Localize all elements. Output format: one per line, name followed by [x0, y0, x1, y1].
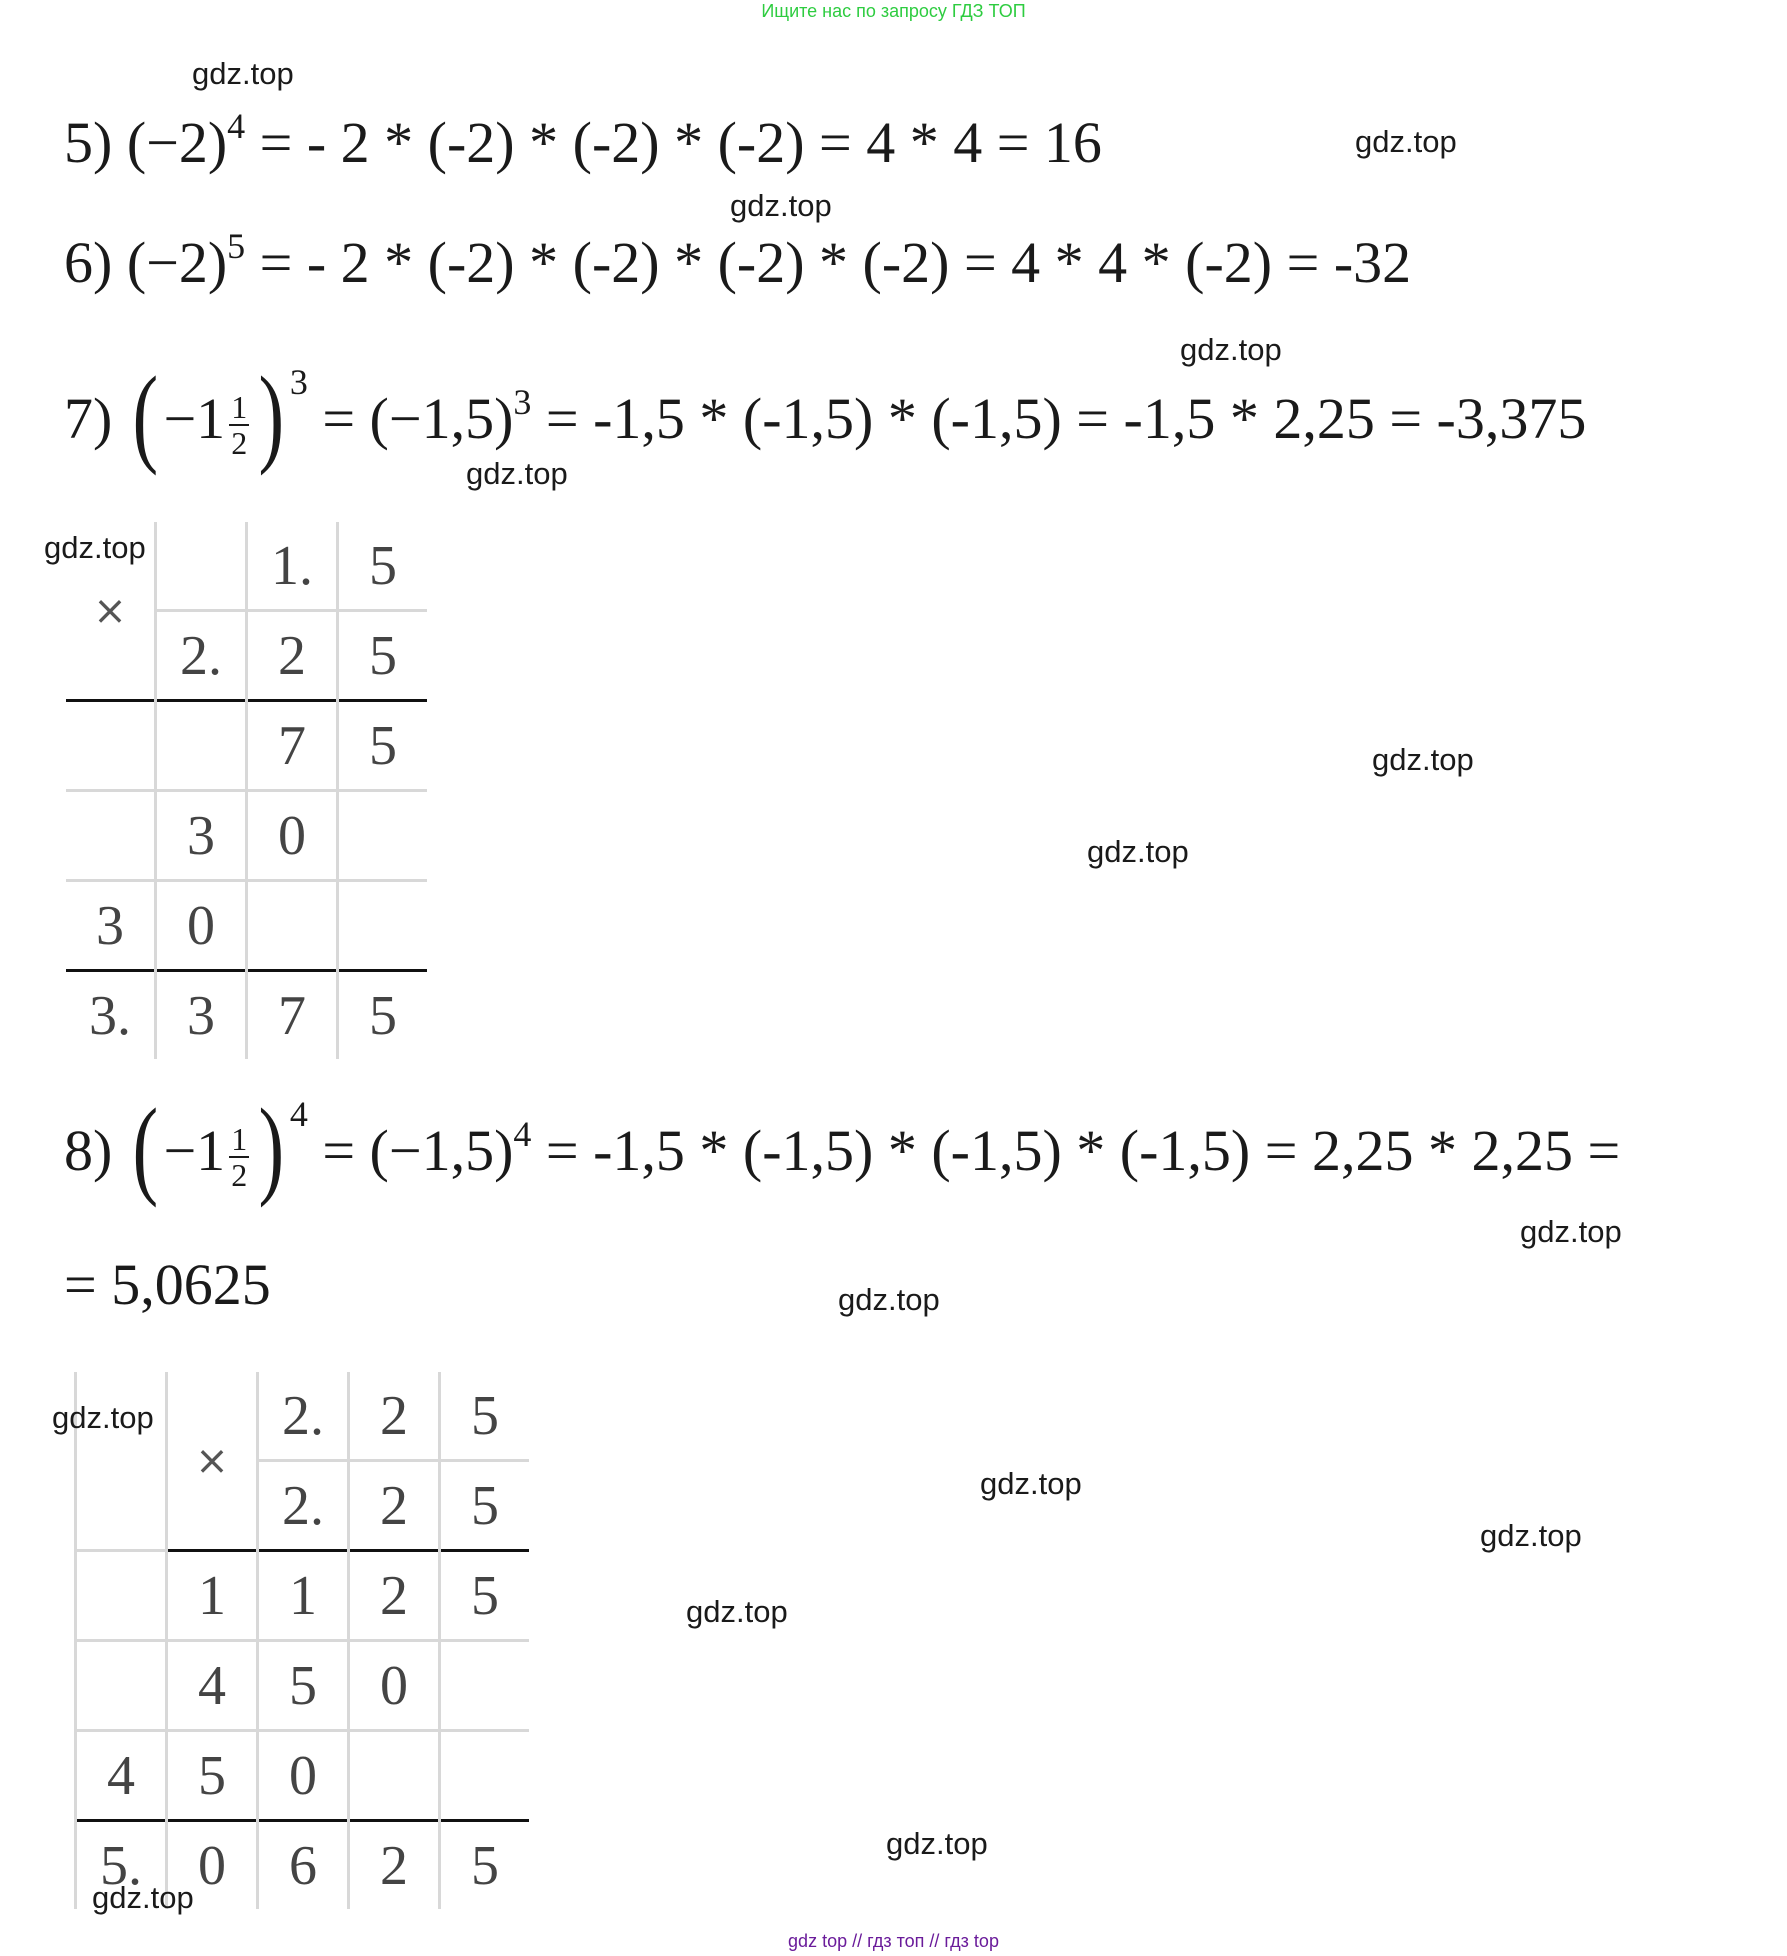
table-cell: [66, 791, 156, 881]
table-row: [76, 1731, 530, 1821]
table-row: [66, 881, 427, 971]
table-cell: 1.: [247, 522, 338, 611]
watermark: gdz.top: [1087, 834, 1189, 869]
multiplication-table-2: [74, 1372, 529, 1909]
watermark: gdz.top: [1480, 1518, 1582, 1553]
table-cell: [440, 1641, 530, 1731]
table-cell: 5: [338, 971, 428, 1060]
table-cell: 5.: [76, 1821, 167, 1910]
search-banner: Ищите нас по запросу ГДЗ ТОП: [761, 1, 1026, 21]
table-cell: 4: [167, 1641, 258, 1731]
table-cell: [247, 881, 338, 971]
eq7-denominator: 2: [231, 424, 248, 461]
equation-6: [64, 228, 1411, 298]
table-cell: 2.: [258, 1372, 349, 1461]
eq6-lead: 6) (−2): [64, 230, 228, 295]
eq5-exponent: 4: [227, 106, 246, 146]
equation-8-line-2: = 5,0625: [64, 1252, 271, 1317]
eq7-open-paren: (: [132, 354, 158, 476]
table-cell: 5: [440, 1372, 530, 1461]
table-cell: 5: [258, 1641, 349, 1731]
eq6-rest: = - 2 * (-2) * (-2) * (-2) * (-2) = 4 * 4 * (-2) = -32: [245, 230, 1412, 295]
table-cell: 3.: [66, 971, 156, 1060]
table-cell: [66, 701, 156, 791]
eq7-close-paren: ): [258, 354, 285, 476]
table-cell: 7: [247, 971, 338, 1060]
watermark: gdz.top: [886, 1826, 988, 1861]
table-cell: 0: [247, 791, 338, 881]
table-cell: 2: [349, 1551, 440, 1641]
eq8-lead: 8): [64, 1118, 127, 1183]
eq8-whole: −1: [163, 1118, 226, 1183]
table-row: [66, 971, 427, 1060]
table-cell: 2.: [258, 1461, 349, 1551]
table-cell: 6: [258, 1821, 349, 1910]
eq7-whole: −1: [163, 386, 226, 451]
watermark: gdz.top: [1372, 742, 1474, 777]
eq8-numerator: 1: [231, 1120, 248, 1157]
eq8-denominator: 2: [231, 1156, 248, 1193]
watermark: gdz.top: [192, 56, 294, 91]
equation-8: [64, 1086, 1621, 1208]
table-cell: 5: [440, 1461, 530, 1551]
times-icon: ×: [93, 587, 127, 634]
eq6-exponent: 5: [227, 226, 246, 266]
table-row: [66, 701, 427, 791]
table-cell: [76, 1372, 167, 1551]
eq7-rest: = -1,5 * (-1,5) * (-1,5) = -1,5 * 2,25 = -3,375: [531, 386, 1587, 451]
equation-5: [64, 108, 1102, 178]
eq8-fraction: [229, 1122, 249, 1192]
table-row: [76, 1641, 530, 1731]
multiplication-table-1: [66, 522, 427, 1059]
eq7-exponent: 3: [289, 362, 308, 402]
table-cell: [156, 701, 247, 791]
eq8-exponent-2: 4: [513, 1114, 532, 1154]
table-cell: 5: [338, 701, 428, 791]
table-cell: 2: [349, 1372, 440, 1461]
table-cell: 4: [76, 1731, 167, 1821]
table-cell: 5: [440, 1551, 530, 1641]
watermark: gdz.top: [92, 1880, 194, 1915]
table-cell: 2: [349, 1461, 440, 1551]
table-cell: 3: [66, 881, 156, 971]
table-cell: 3: [156, 791, 247, 881]
watermark: gdz.top: [980, 1466, 1082, 1501]
table-cell: 0: [349, 1641, 440, 1731]
table-cell: [156, 522, 247, 611]
table-row: [66, 791, 427, 881]
table-cell: 3: [156, 971, 247, 1060]
eq8-open-paren: (: [132, 1086, 158, 1208]
table-row: [76, 1551, 530, 1641]
table-cell: 1: [258, 1551, 349, 1641]
table-cell: [440, 1731, 530, 1821]
table-cell: 2: [349, 1821, 440, 1910]
table-cell: [349, 1731, 440, 1821]
eq8-rest: = -1,5 * (-1,5) * (-1,5) * (-1,5) = 2,25 * 2,25 =: [531, 1118, 1621, 1183]
table-cell: 1: [167, 1551, 258, 1641]
watermark: gdz.top: [686, 1594, 788, 1629]
table-cell: [76, 1641, 167, 1731]
table-cell: [338, 791, 428, 881]
table-cell: 0: [156, 881, 247, 971]
eq5-rest: = - 2 * (-2) * (-2) * (-2) = 4 * 4 = 16: [245, 110, 1102, 175]
table-cell: 5: [440, 1821, 530, 1910]
table-cell: 2: [247, 611, 338, 701]
eq8-exponent: 4: [289, 1094, 308, 1134]
table-cell: [76, 1551, 167, 1641]
eq8-close-paren: ): [258, 1086, 285, 1208]
watermark: gdz.top: [1180, 332, 1282, 367]
eq7-fraction: [229, 390, 249, 460]
table-cell: 2.: [156, 611, 247, 701]
eq7-mid: = (−1,5): [307, 386, 514, 451]
eq5-lead: 5) (−2): [64, 110, 228, 175]
watermark: gdz.top: [1520, 1214, 1622, 1249]
eq7-numerator: 1: [231, 388, 248, 425]
table-cell: 5: [167, 1731, 258, 1821]
watermark: gdz.top: [1355, 124, 1457, 159]
eq8-mid: = (−1,5): [307, 1118, 514, 1183]
watermark: gdz.top: [44, 530, 146, 565]
watermark: gdz.top: [838, 1282, 940, 1317]
watermark: gdz.top: [52, 1400, 154, 1435]
eq7-lead: 7): [64, 386, 127, 451]
table-cell: 7: [247, 701, 338, 791]
footer-links: gdz top // гдз топ // гдз top: [788, 1931, 999, 1951]
watermark: gdz.top: [466, 456, 568, 491]
table-cell: 5: [338, 611, 428, 701]
table-cell: 0: [167, 1821, 258, 1910]
table-cell: 0: [258, 1731, 349, 1821]
watermark: gdz.top: [730, 188, 832, 223]
times-icon: ×: [167, 1372, 258, 1551]
table-cell: 5: [338, 522, 428, 611]
table-cell: [338, 881, 428, 971]
eq7-exponent-2: 3: [513, 382, 532, 422]
